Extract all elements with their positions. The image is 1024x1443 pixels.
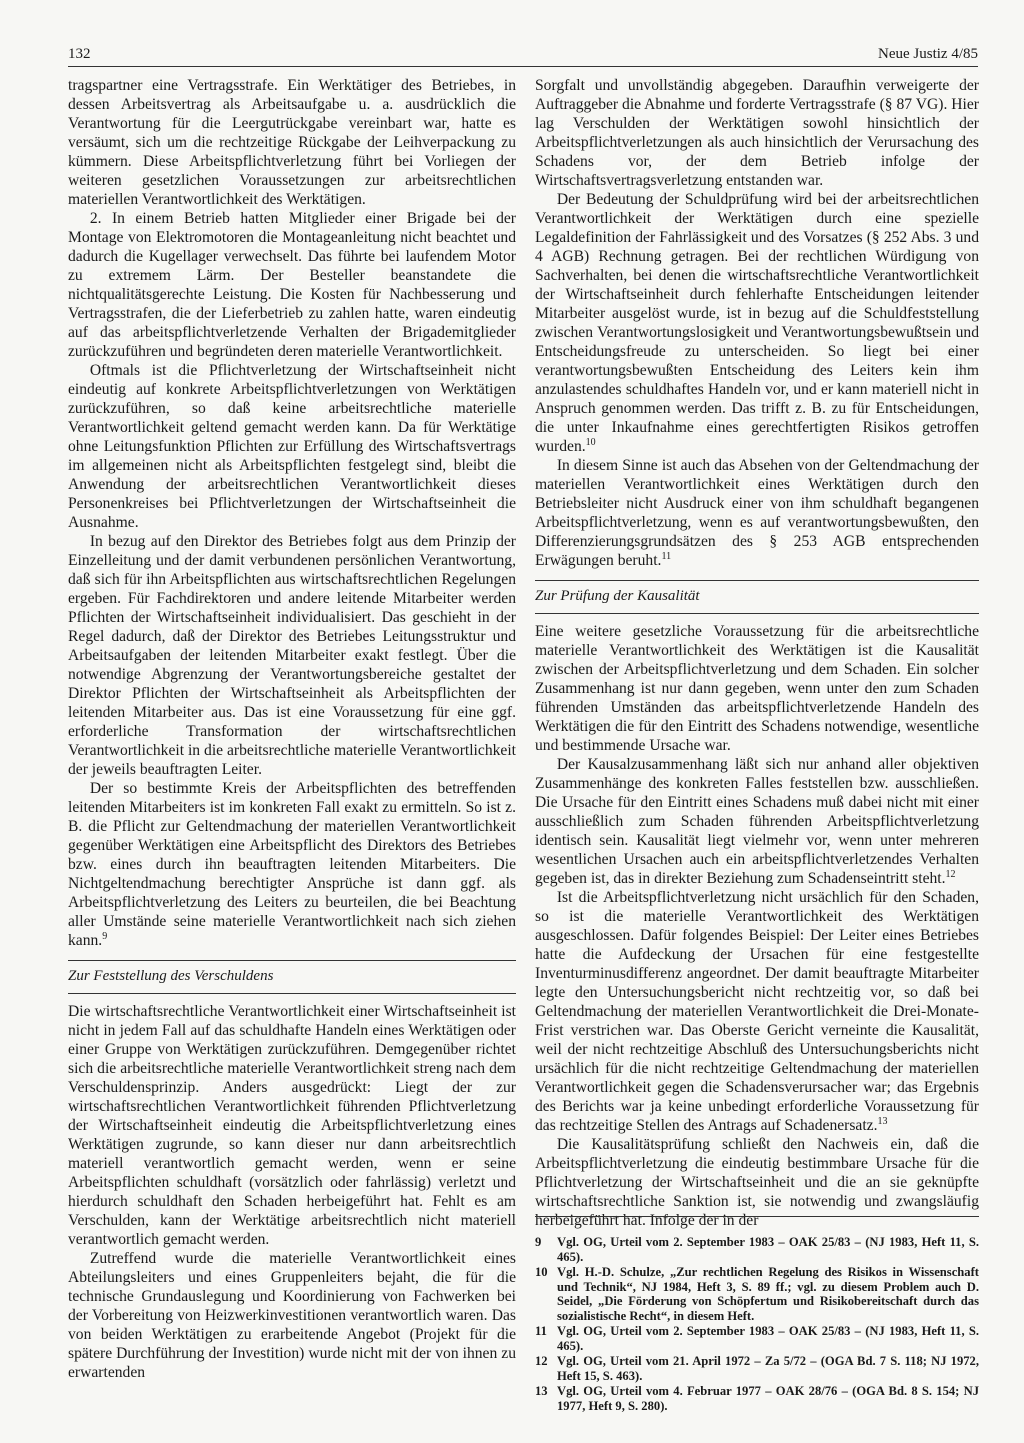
divider bbox=[68, 960, 516, 961]
paragraph-text: Der Kausalzusammenhang läßt sich nur anhand aller objektiven Zusammenhänge des konkreten Falles feststellen bzw. ausschließen. Die Ursache für den Eintritt eines Schadens muß dabei nicht mit einer ausschließlich zum Schaden führenden Arbeitspflichtverletzung identisch sein. Kausalität liegt vielmehr vor, wenn unter mehreren wesentlichen Ursachen auch ein arbeitspflichtverletzendes Verhalten gegeben ist, das in direkter Beziehung zum Schadenseintritt steht. bbox=[535, 756, 979, 887]
footnote-number: 11 bbox=[535, 1324, 547, 1338]
paragraph: Oftmals ist die Pflichtverletzung der Wirtschaftseinheit nicht eindeutig auf konkrete Arbeitspflichtverletzungen von Werktätigen zurückzuführen, so daß keine arbeitsrechtliche materielle Verantwortlichkeit geltend gemacht werden kann. Da für Werktätige ohne Leitungsfunktion Pflichten zur Erfüllung des Wirtschaftsvertrags im allgemeinen nicht als Arbeitspflichten festgelegt sind, bleibt die Anwendung der arbeitsrechtlichen Verantwortlichkeit dieses Personenkreises bei Pflichtverletzungen der Wirtschaftseinheit die Ausnahme. bbox=[68, 362, 516, 531]
footnote bbox=[535, 1265, 979, 1323]
footnote-number: 9 bbox=[535, 1235, 542, 1249]
paragraph-text: Der Bedeutung der Schuldprüfung wird bei der arbeitsrechtlichen Verantwortlichkeit der Werktätigen durch eine spezielle Legaldefinition der Fahrlässigkeit und des Vorsatzes (§ 252 Abs. 3 und 4 AGB) Rechnung getragen. Bei der rechtlichen Würdigung von Sachverhalten, bei denen die wirtschaftsrechtliche Verantwortlichkeit der Wirtschaftseinheit durch fehlerhafte Entscheidungen leitender Mitarbeiter ausgelöst wurde, ist in bezug auf die Schuldfeststellung zwischen Verantwortungslosigkeit und Verantwortungsbewußtsein und Entscheidungsfreude zu unterscheiden. So liegt bei einer verantwortungsbewußten Entscheidung des Leiters kein ihm anzulastendes schuldhaftes Handeln vor, und er kann materiell nicht in Anspruch genommen werden. Das trifft z. B. zu für Entscheidungen, die unter Inkaufnahme eines gerechtfertigten Risikos getroffen wurden. bbox=[535, 191, 979, 455]
footnote-number: 12 bbox=[535, 1354, 548, 1368]
paragraph: Die wirtschaftsrechtliche Verantwortlichkeit einer Wirtschaftseinheit ist nicht in jedem Fall auf das schuldhafte Handeln eines Werktätigen oder einer Gruppe von Werktätigen zurückzuführen. Demgegenüber richtet sich die arbeitsrechtliche materielle Verantwortlichkeit streng nach dem Verschuldensprinzip. Anders ausgedrückt: Liegt der zur wirtschaftsrechtlichen Verantwortlichkeit führenden Pflichtverletzung der Wirtschaftseinheit eindeutig die Arbeitspflichtverletzung eines Werktätigen zugrunde, so kann dieser nur dann arbeitsrechtlich materiell verantwortlich gemacht werden, wenn er seine Arbeitspflichten schuldhaft (vorsätzlich oder fahrlässig) verletzt und hierdurch schuldhaft den Schaden herbeigeführt hat. Fehlt es am Verschulden, kann der Werktätige arbeitsrechtlich nicht materiell verantwortlich gemacht werden. bbox=[68, 1003, 516, 1248]
footnote-text: Vgl. OG, Urteil vom 2. September 1983 – OAK 25/83 – (NJ 1983, Heft 11, S. 465). bbox=[557, 1235, 979, 1264]
section-heading: Zur Prüfung der Kausalität bbox=[535, 587, 979, 614]
paragraph bbox=[535, 190, 979, 456]
page-header bbox=[68, 44, 978, 67]
footnote bbox=[535, 1384, 979, 1413]
paragraph bbox=[535, 456, 979, 570]
paragraph: Die Kausalitätsprüfung schließt den Nachweis ein, daß die Arbeitspflichtverletzung die eindeutig bestimmbare Ursache für die Pflichtverletzung der Wirtschaftseinheit und die an sie geknüpfte wirtschaftsrechtliche Sanktion ist, sie notwendig und zwangsläufig herbeigeführt hat. Infolge der in der bbox=[535, 1136, 979, 1229]
paragraph: Sorgfalt und unvollständig abgegeben. Daraufhin verweigerte der Auftraggeber die Abnahme und forderte Vertragsstrafe (§ 87 VG). Hier lag Verschulden der Werktätigen sowohl hinsichtlich der Arbeitspflichtverletzungen als auch hinsichtlich der Verursachung des Schadens vor, der dem Betrieb infolge der Wirtschaftsvertragsverletzung entstanden war. bbox=[535, 77, 979, 189]
section-heading: Zur Feststellung des Verschuldens bbox=[68, 967, 516, 994]
footnotes bbox=[535, 1216, 979, 1414]
paragraph bbox=[68, 779, 516, 950]
footnote-ref: 11 bbox=[661, 550, 672, 562]
paragraph bbox=[535, 888, 979, 1135]
footnote-ref: 13 bbox=[877, 1115, 888, 1127]
footnote bbox=[535, 1354, 979, 1383]
footnote bbox=[535, 1324, 979, 1353]
paragraph: In bezug auf den Direktor des Betriebes folgt aus dem Prinzip der Einzelleitung und der damit verbundenen persönlichen Verantwortung, daß sich für ihn Arbeitspflichten aus wirtschaftsrechtlichen Regelungen ergeben. Für Fachdirektoren und andere leitende Mitarbeiter werden Pflichten der Wirtschaftseinheit individualisiert. Das geschieht in der Regel dadurch, daß der Direktor des Betriebes Leitungsstruktur und Arbeitsaufgaben der leitenden Mitarbeiter exakt festlegt. Über die notwendige Abgrenzung der Verantwortungsbereiche gestaltet der Direktor Pflichten der Wirtschaftseinheit als Arbeitspflichten der leitenden Mitarbeiter aus. Das ist eine Voraussetzung für eine ggf. erforderliche Transformation der wirtschaftsrechtlichen Verantwortlichkeit in die arbeitsrechtliche materielle Verantwortlichkeit der jeweils beauftragten Leiter. bbox=[68, 533, 516, 778]
footnote-text: Vgl. OG, Urteil vom 21. April 1972 – Za 5/72 – (OGA Bd. 7 S. 118; NJ 1972, Heft 15, S. 463). bbox=[557, 1354, 979, 1383]
paragraph: tragspartner eine Vertragsstrafe. Ein Werktätiger des Betriebes, in dessen Arbeitsvertrag als Arbeitsaufgabe u. a. ausdrücklich die Verantwortung für die Leergutrückgabe vereinbart war, hatte es versäumt, sich um die rechtzeitige Rückgabe der Leihverpackung zu kümmern. Diese Arbeitspflichtverletzung führt bei Vorliegen der weiteren gesetzlichen Voraussetzungen zur arbeitsrechtlichen materiellen Verantwortlichkeit des Werktätigen. bbox=[68, 77, 516, 208]
journal-issue: Neue Justiz 4/85 bbox=[878, 46, 978, 62]
footnote-text: Vgl. OG, Urteil vom 2. September 1983 – OAK 25/83 – (NJ 1983, Heft 11, S. 465). bbox=[557, 1324, 979, 1353]
footnote-ref: 9 bbox=[102, 930, 108, 942]
left-column bbox=[68, 76, 516, 1382]
section-heading-block bbox=[535, 580, 979, 614]
paragraph: Zutreffend wurde die materielle Verantwortlichkeit eines Abteilungsleiters und eines Gruppenleiters bejaht, die für die technische Grundauslegung und Koordinierung von Fachwerken bei der Vorbereitung von Heizwerkinvestitionen verantwortlich waren. Das von beiden Werktätigen zu erarbeitende Angebot (Projekt für die spätere Durchführung der Investition) wurde nicht mit der von ihnen zu erwartenden bbox=[68, 1250, 516, 1381]
footnote-text: Vgl. H.-D. Schulze, „Zur rechtlichen Regelung des Risikos in Wissenschaft und Technik“, NJ 1984, Heft 3, S. 89 ff.; vgl. zu diesem Problem auch D. Seidel, „Die Förderung von Schöpfertum und Risikobereitschaft durch das sozialistische Recht“, in diesem Heft. bbox=[557, 1265, 979, 1323]
footnote-text: Vgl. OG, Urteil vom 4. Februar 1977 – OAK 28/76 – (OGA Bd. 8 S. 154; NJ 1977, Heft 9, S. 280). bbox=[557, 1384, 979, 1413]
divider bbox=[535, 580, 979, 581]
paragraph-text: Ist die Arbeitspflichtverletzung nicht ursächlich für den Schaden, so ist die materielle Verantwortlichkeit des Werktätigen ausgeschlossen. Dafür folgendes Beispiel: Der Leiter eines Betriebes hatte die Aufdeckung der Ursachen für eine festgestellte Inventurminusdifferenz angeordnet. Der damit beauftragte Mitarbeiter legte den Untersuchungsbericht nicht rechtzeitig vor, so daß bei Geltendmachung der materiellen Verantwortlichkeit die Drei-Monate-Frist verstrichen war. Das Oberste Gericht verneinte die Kausalität, weil der nicht rechtzeitige Abschluß des Untersuchungsberichts nicht ursächlich für die nicht rechtzeitige Geltendmachung der materiellen Verantwortlichkeit gegen die Schadensverursacher war; das Ergebnis des Berichts war ja keine unbedingt erforderliche Voraussetzung für das rechtzeitige Stellen des Antrags auf Schadenersatz. bbox=[535, 889, 979, 1134]
page-number: 132 bbox=[68, 46, 91, 62]
footnote-ref: 12 bbox=[945, 868, 956, 880]
footnote-number: 13 bbox=[535, 1384, 548, 1398]
footnote bbox=[535, 1235, 979, 1264]
paragraph-text: Der so bestimmte Kreis der Arbeitspflichten des betreffenden leitenden Mitarbeiters ist im konkreten Fall exakt zu ermitteln. So ist z. B. die Pflicht zur Geltendmachung der materiellen Verantwortlichkeit gegenüber Werktätigen eine Arbeitspflicht des Direktors des Betriebes bzw. eines durch ihn beauftragten leitenden Mitarbeiters. Die Nichtgeltendmachung berechtigter Ansprüche ist dann ggf. als Arbeitspflichtverletzung des Leiters zu beurteilen, die bei Beachtung aller Umstände seine materielle Verantwortlichkeit nach sich ziehen kann. bbox=[68, 780, 516, 949]
footnote-number: 10 bbox=[535, 1265, 548, 1279]
paragraph-text: In diesem Sinne ist auch das Absehen von der Geltendmachung der materiellen Verantwortlichkeit eines Werktätigen durch den Betriebsleiter nicht Ausdruck einer von ihm schuldhaft begangenen Arbeitspflichtverletzung, wenn es auf verantwortungsbewußten, den Differenzierungsgrundsätzen des § 253 AGB entsprechenden Erwägungen beruht. bbox=[535, 457, 979, 569]
paragraph: Eine weitere gesetzliche Voraussetzung für die arbeitsrechtliche materielle Verantwortlichkeit des Werktätigen ist die Kausalität zwischen der Arbeitspflichtverletzung und dem Schaden. Ein solcher Zusammenhang ist nur dann gegeben, wenn unter den zum Schaden führenden Umständen das arbeitspflichtverletzende Handeln des Werktätigen die für den Eintritt des Schadens notwendige, wesentliche und bestimmende Ursache war. bbox=[535, 623, 979, 754]
right-column bbox=[535, 76, 979, 1230]
section-heading-block bbox=[68, 960, 516, 994]
paragraph: 2. In einem Betrieb hatten Mitglieder einer Brigade bei der Montage von Elektromotoren die Montageanleitung nicht beachtet und dadurch die Kugellager verwechselt. Das führte bei laufendem Motor zu extremem Lärm. Der Besteller beanstandete die nichtqualitätsgerechte Leistung. Die Kosten für Nachbesserung und Vertragsstrafen, die der Lieferbetrieb zu zahlen hatte, waren eindeutig auf das arbeitspflichtverletzende Verhalten der Brigademitglieder zurückzuführen und begründeten deren materielle Verantwortlichkeit. bbox=[68, 210, 516, 360]
footnote-ref: 10 bbox=[585, 436, 596, 448]
paragraph bbox=[535, 755, 979, 888]
